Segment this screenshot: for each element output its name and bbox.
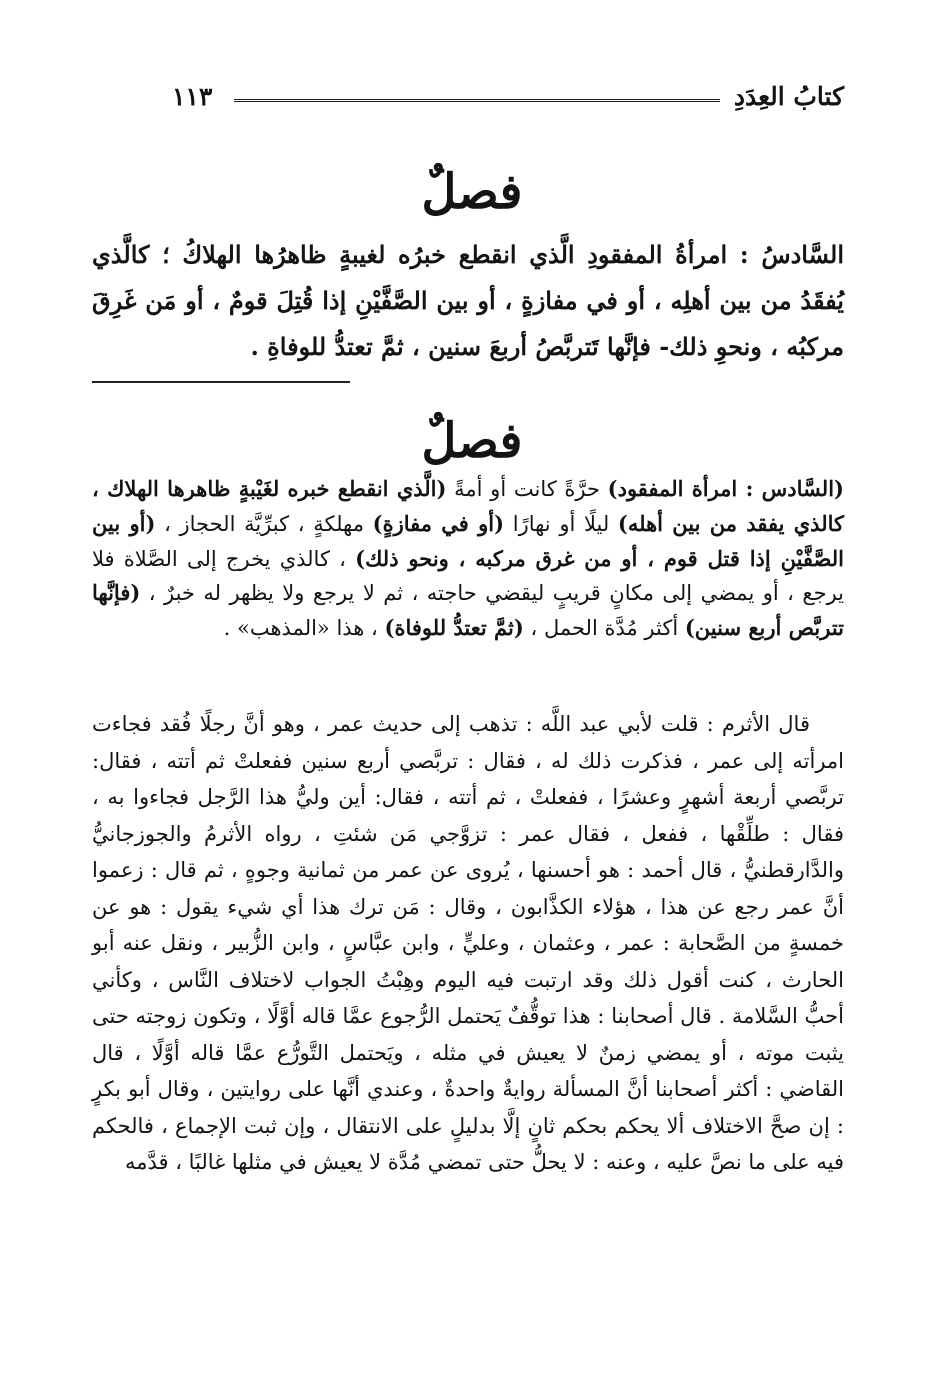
matn-text: السَّادسُ : امرأةُ المفقودِ الَّذي انقطع خبرُه لغيبةٍ ظاهرُها الهلاكُ ؛ كالَّذي يُفقَدُ من بين أهلِه ، أو في مفازةٍ ، أو بين الصَّفَّيْنِ إذا قُتِلَ قومٌ ، أو مَن غَرِقَ مركبُه ، ونحوِ ذلك- فإنَّها تَتربَّصُ أربعَ سنين ، ثمَّ تعتدُّ للوفاةِ . — [92, 240, 845, 361]
page-number: ١١٣ — [172, 81, 213, 111]
section-heading-2: فصلٌ — [421, 413, 523, 469]
matn-quote: (ثمَّ تعتدُّ للوفاة) — [384, 615, 524, 641]
header-rule — [234, 99, 720, 102]
running-header — [172, 76, 844, 116]
commentary-paragraph-1 — [92, 472, 844, 646]
matn-quote: (أو في مفازةٍ) — [372, 510, 505, 536]
commentary-text: أكثر مُدَّة الحمل ، — [523, 616, 685, 641]
commentary-text: مهلكةٍ ، كبرِّيَّة الحجاز ، — [155, 511, 373, 536]
commentary-text: ، هذا «المذهب» . — [223, 616, 385, 641]
matn-quote: (الَّذي انقطع خبره لغَيْبةٍ ظاهرها الهلاك ، كالذي يفقد من بين أهله) — [92, 476, 844, 536]
commentary-text: ، كالذي يخرج إلى الصَّلاة فلا يرجع ، أو يمضي إلى مكانٍ قريبٍ ليقضي حاجته ، ثم لا يرجع ولا يظهر له خبرٌ ، — [92, 546, 844, 606]
commentary-paragraph-2: قال الأثرم : قلت لأبي عبد اللَّه : تذهب إلى حديث عمر ، وهو أنَّ رجلًا فُقد فجاءت امرأته إلى عمر ، فذكرت ذلك له ، فقال : تربَّصي أربع سنين ففعلتْ ثم أتته ، فقال: تربَّصي أربعة أشهرٍ وعشرًا ، ففعلتْ ، ثم أتته ، فقال: أين وليُّ هذا الرَّجل فجاءوا به ، فقال : طلِّقْها ، ففعل ، فقال عمر : تزوَّجي مَن شئتِ ، رواه الأثرمُ والجوزجانيُّ والدَّارقطنيُّ ، قال أحمد : هو أحسنها ، يُروى عن عمر من ثمانية وجوهٍ ، ثم قال : زعموا أنَّ عمر رجع عن هذا ، هؤلاء الكذَّابون ، وقال : مَن ترك هذا أي شيء يقول : هو عن خمسةٍ من الصَّحابة : عمر ، وعثمان ، وعليٍّ ، وابن عبَّاسٍ ، وابن الزُّبير ، ونقل عنه أبو الحارث ، كنت أقول ذلك وقد ارتبت فيه اليوم وهِبْتُ الجواب لاختلاف النَّاس ، وكأني أحبُّ السَّلامة . قال أصحابنا : هذا توقُّفٌ يَحتمل الرُّجوع عمَّا قاله أوَّلًا ، وتكون زوجته حتى يثبت موته ، أو يمضي زمنٌ لا يعيش في مثله ، ويَحتمل التَّورُّع عمَّا قاله أوَّلًا ، قال القاضي : أكثر أصحابنا أنَّ المسألة روايةٌ واحدةٌ ، وعندي أنَّها على روايتين ، وقال أبو بكرٍ : إن صحَّ الاختلاف ألا يحكم بحكم ثانٍ إلَّا بدليلٍ على الانتقال ، وإن ثبت الإجماع ، فالحكم فيه على ما نصَّ عليه ، وعنه : لا يحلُّ حتى تمضي مُدَّة لا يعيش في مثلها غالبًا ، قدَّمه — [92, 712, 845, 1174]
book-title: كتابُ العِدَدِ — [733, 81, 844, 111]
commentary-text: ليلًا أو نهارًا — [504, 511, 618, 536]
section-divider — [92, 381, 350, 383]
matn-quote: (أو بين الصَّفَّيْنِ إذا قتل قوم ، أو من غرق مركبه ، ونحو ذلك) — [92, 510, 844, 571]
commentary-text: حرَّةً كانت أو أمةً — [446, 477, 608, 501]
section-heading-1: فصلٌ — [421, 164, 523, 220]
matn-quote: (السَّادس : امرأة المفقود) — [607, 476, 844, 501]
matn-quote: (فإنَّها تتربَّص أربع سنين) — [92, 580, 844, 641]
